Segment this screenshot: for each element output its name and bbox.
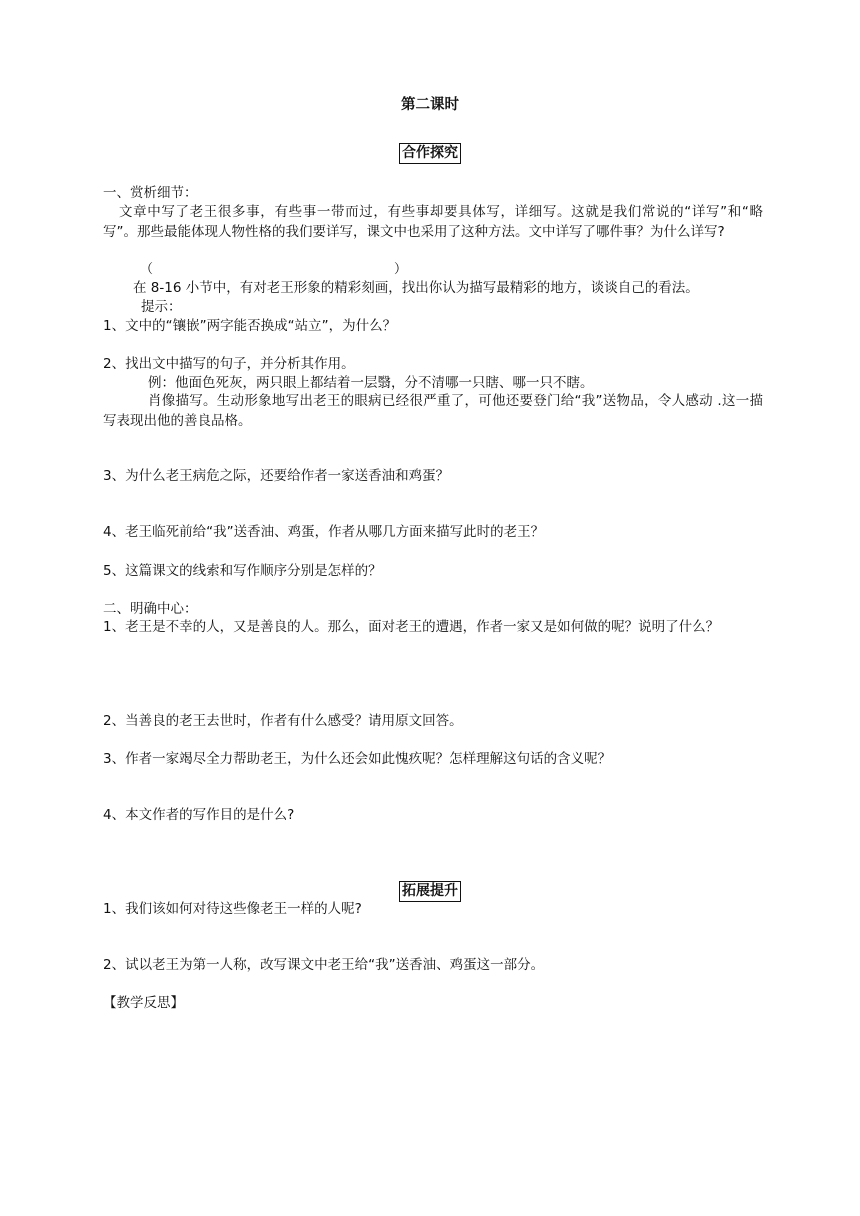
question-5: 5、这篇课文的线索和写作顺序分别是怎样的？ xyxy=(103,563,382,579)
example-sentence: 例：他面色死灰，两只眼上都结着一层翳，分不清哪一只瞎、哪一只不瞎。 xyxy=(148,375,594,391)
center-question-3: 3、作者一家竭尽全力帮助老王，为什么还会如此愧疚呢？怎样理解这句话的含义呢？ xyxy=(103,751,612,767)
hint-label: 提示： xyxy=(141,299,182,315)
cooperative-inquiry-section xyxy=(0,142,860,164)
question-4: 4、老王临死前给“我”送香油、鸡蛋，作者从哪几方面来描写此时的老王？ xyxy=(103,524,545,540)
question-3: 3、为什么老王病危之际，还要给作者一家送香油和鸡蛋？ xyxy=(103,468,450,484)
center-question-4: 4、本文作者的写作目的是什么? xyxy=(103,807,295,823)
extension-question-1: 1、我们该如何对待这些像老王一样的人呢? xyxy=(103,901,362,917)
appreciation-paragraph: 文章中写了老王很多事，有些事一带而过，有些事却要具体写，详细写。这就是我们常说的“详写”和“略写”。那些最能体现人物性格的我们要详写，课文中也采用了这种方法。文中详写了哪件事？为什么详写? xyxy=(103,204,763,240)
answer-paren-open: （ xyxy=(140,262,154,277)
example-analysis: 肖像描写。生动形象地写出老王的眼病已经很严重了，可他还要登门给“我”送物品，令人感动 .这一描写表现出他的善良品格。 xyxy=(103,393,763,429)
cooperative-inquiry-box: 合作探究 xyxy=(399,143,461,164)
question-2: 2、找出文中描写的句子，并分析其作用。 xyxy=(103,356,355,372)
extension-box: 拓展提升 xyxy=(399,881,461,902)
extension-section xyxy=(0,880,860,902)
extension-question-2: 2、试以老王为第一人称，改写课文中老王给“我”送香油、鸡蛋这一部分。 xyxy=(103,957,545,973)
answer-paren-close: ） xyxy=(394,262,408,277)
page-title: 第二课时 xyxy=(401,97,459,113)
passage-task-paragraph: 在 8-16 小节中，有对老王形象的精彩刻画，找出你认为描写最精彩的地方，谈谈自己的看法。 xyxy=(133,280,699,296)
center-question-2: 2、当善良的老王去世时，作者有什么感受？请用原文回答。 xyxy=(103,713,463,729)
teaching-reflection: 【教学反思】 xyxy=(103,995,184,1011)
appreciation-heading: 一、赏析细节： xyxy=(103,185,198,201)
center-question-1: 1、老王是不幸的人，又是善良的人。那么，面对老王的遭遇，作者一家又是如何做的呢？说明了什么？ xyxy=(103,619,720,635)
center-heading: 二、明确中心： xyxy=(103,601,198,617)
question-1: 1、文中的“镶嵌”两字能否换成“站立”，为什么？ xyxy=(103,318,397,334)
